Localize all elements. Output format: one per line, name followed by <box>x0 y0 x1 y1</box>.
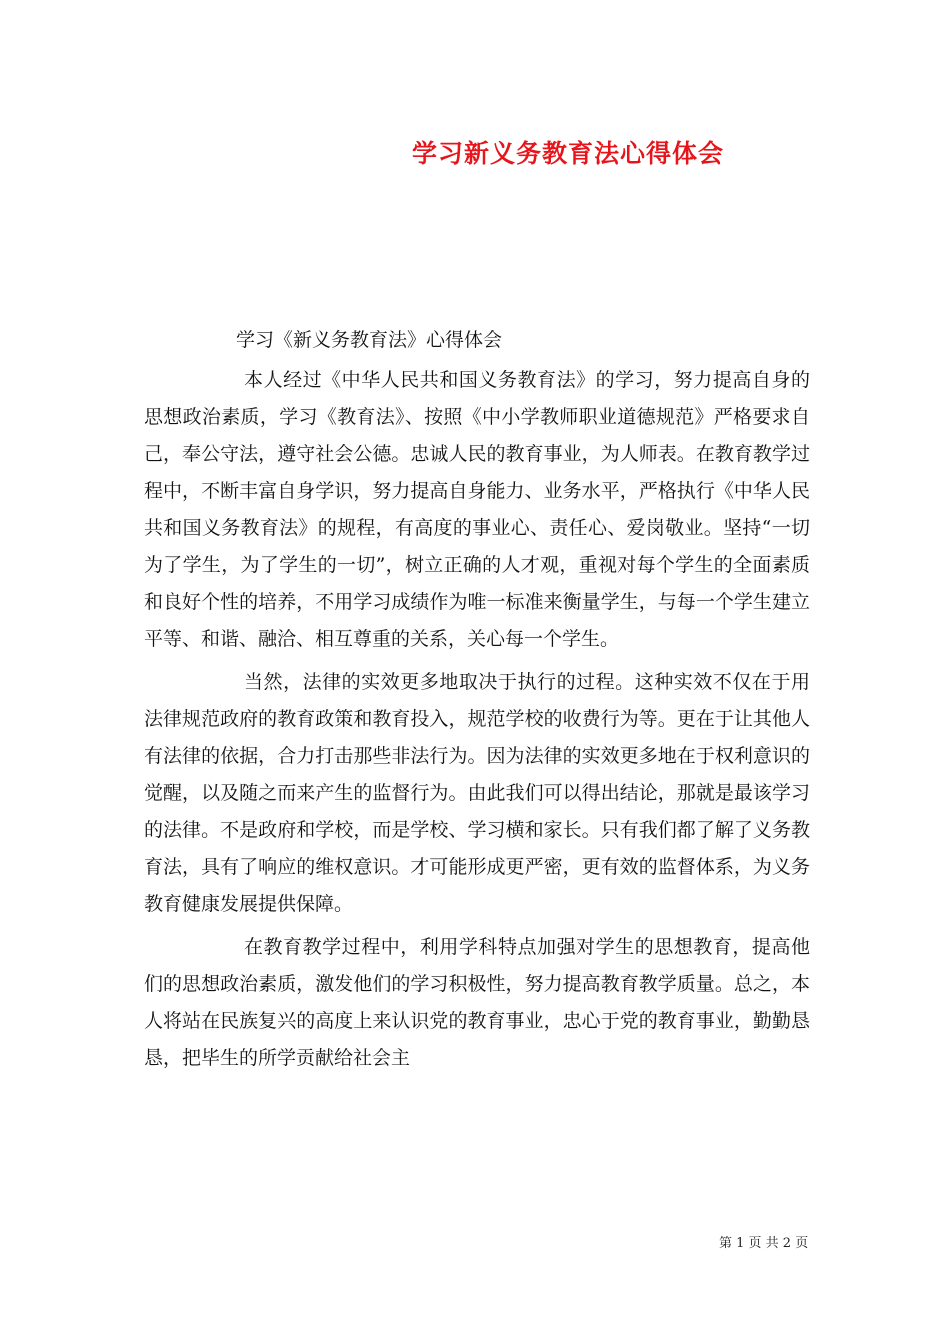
document-body <box>144 362 810 1083</box>
page-title: 学习新义务教育法心得体会 <box>412 139 725 168</box>
paragraph-1: 本人经过《中华人民共和国义务教育法》的学习，努力提高自身的思想政治素质，学习《教育法》、按照《中小学教师职业道德规范》严格要求自己，奉公守法，遵守社会公德。忠诚人民的教育事业，为人师表。在教育教学过程中，不断丰富自身学识，努力提高自身能力、业务水平，严格执行《中华人民共和国义务教育法》的规程，有高度的事业心、责任心、爱岗敬业。坚持“一切为了学生，为了学生的一切”，树立正确的人才观，重视对每个学生的全面素质和良好个性的培养，不用学习成绩作为唯一标准来衡量学生，与每一个学生建立平等、和谐、融洽、相互尊重的关系，关心每一个学生。 <box>144 369 810 650</box>
page-number-footer: 第 1 页 共 2 页 <box>719 1236 809 1251</box>
paragraph-2: 当然，法律的实效更多地取决于执行的过程。这种实效不仅在于用法律规范政府的教育政策和教育投入，规范学校的收费行为等。更在于让其他人有法律的依据，合力打击那些非法行为。因为法律的实效更多地在于权利意识的觉醒，以及随之而来产生的监督行为。由此我们可以得出结论，那就是最该学习的法律。不是政府和学校，而是学校、学习横和家长。只有我们都了解了义务教育法，具有了响应的维权意识。才可能形成更严密，更有效的监督体系，为义务教育健康发展提供保障。 <box>144 671 810 915</box>
document-subtitle: 学习《新义务教育法》心得体会 <box>236 329 503 351</box>
paragraph-3: 在教育教学过程中，利用学科特点加强对学生的思想教育，提高他们的思想政治素质，激发他们的学习积极性，努力提高教育教学质量。总之，本人将站在民族复兴的高度上来认识党的教育事业，忠心于党的教育事业，勤勤恳恳，把毕生的所学贡献给社会主 <box>144 936 810 1069</box>
